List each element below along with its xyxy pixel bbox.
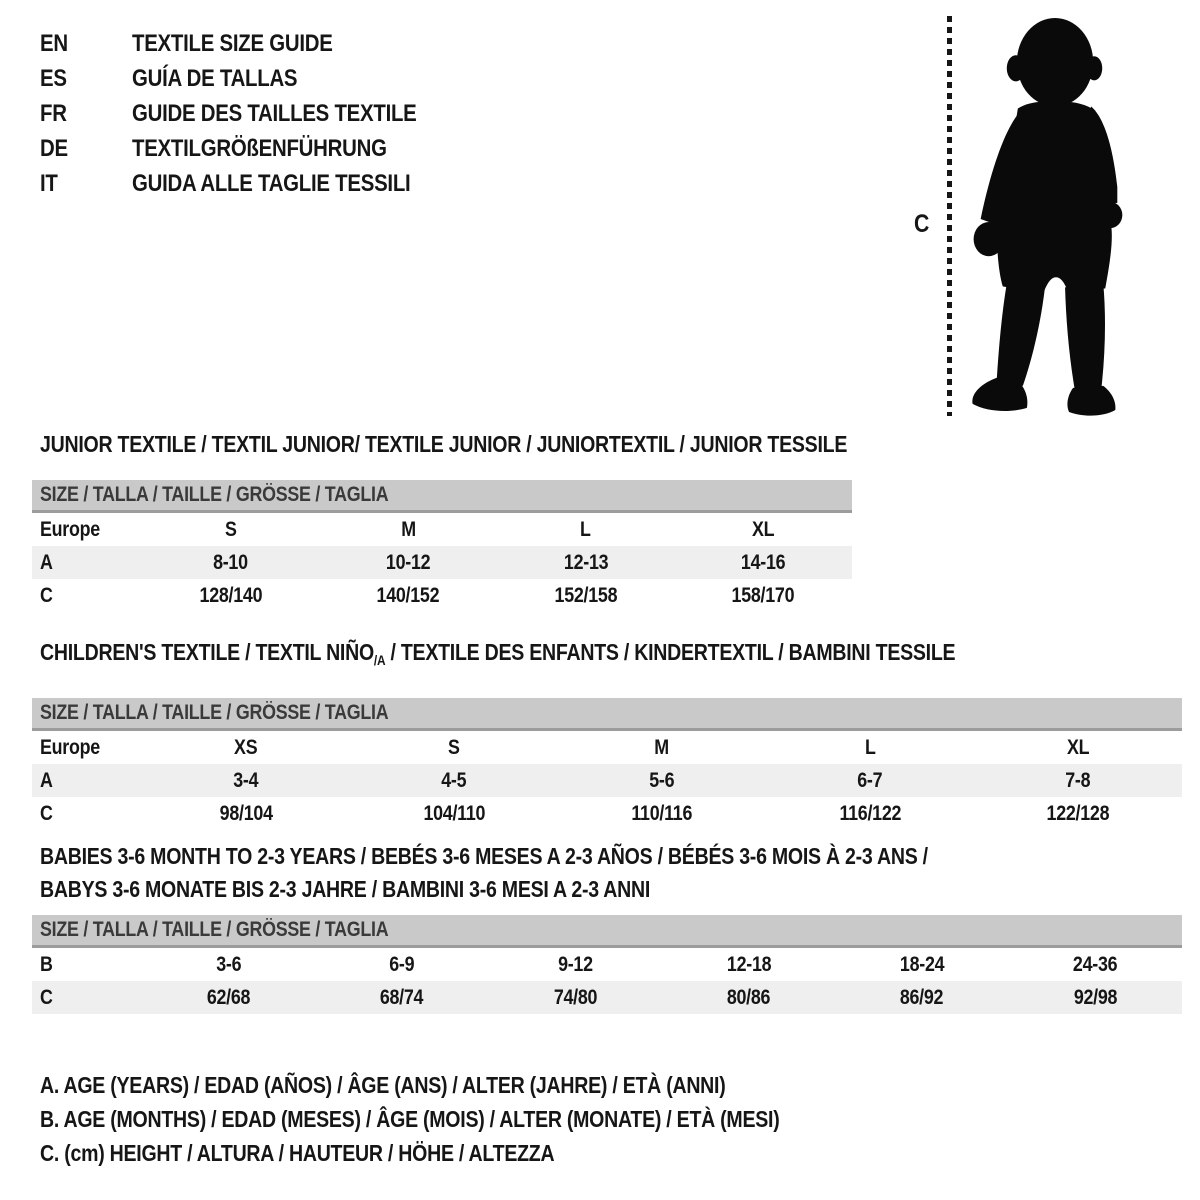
row-label: Europe	[40, 735, 100, 759]
months-cell: 9-12	[557, 952, 593, 976]
size-header-bar	[32, 698, 1182, 731]
row-label: C	[40, 801, 53, 825]
size-cell: L	[580, 517, 592, 541]
size-header-bar	[32, 480, 852, 513]
size-cell: M	[400, 517, 416, 541]
size-cell: XL	[1066, 735, 1090, 759]
months-cell: 24-36	[1073, 952, 1118, 976]
height-cell: 80/86	[726, 985, 771, 1009]
language-code: DE	[40, 134, 68, 162]
size-cell: XS	[234, 735, 258, 759]
toddler-silhouette-icon	[962, 10, 1144, 422]
section-title: JUNIOR TEXTILE / TEXTIL JUNIOR/ TEXTILE JUNIOR / JUNIORTEXTIL / JUNIOR TESSILE	[40, 431, 848, 457]
guide-title: TEXTILE SIZE GUIDE	[132, 29, 333, 57]
height-cell: 92/98	[1073, 985, 1118, 1009]
table-row-europe	[32, 731, 1182, 764]
row-label: C	[40, 985, 53, 1009]
height-cell: 116/122	[839, 801, 901, 825]
children-textile-section	[32, 640, 1182, 830]
height-cell: 62/68	[206, 985, 251, 1009]
language-code: FR	[40, 99, 67, 127]
language-code: ES	[40, 64, 67, 92]
language-row	[40, 96, 467, 131]
height-cell: 122/128	[1046, 801, 1110, 825]
language-row	[40, 131, 467, 166]
height-measure-label: C	[914, 210, 930, 238]
row-label: B	[40, 952, 53, 976]
age-cell: 7-8	[1065, 768, 1091, 792]
months-cell: 12-18	[726, 952, 771, 976]
age-cell: 4-5	[441, 768, 467, 792]
legend-line-c: C. (cm) HEIGHT / ALTURA / HAUTEUR / HÖHE / ALTEZZA	[40, 1140, 555, 1166]
table-row-europe	[32, 513, 852, 546]
months-cell: 3-6	[216, 952, 242, 976]
height-cell: 86/92	[900, 985, 944, 1009]
height-cell: 152/158	[554, 583, 618, 607]
age-cell: 14-16	[741, 550, 786, 574]
age-cell: 10-12	[386, 550, 431, 574]
measurement-legend	[32, 1068, 910, 1170]
babies-textile-section	[32, 844, 1182, 1014]
age-cell: 3-4	[233, 768, 259, 792]
table-row-height	[32, 981, 1182, 1014]
size-cell: XL	[752, 517, 775, 541]
section-title: BABIES 3-6 MONTH TO 2-3 YEARS / BEBÉS 3-6 MESES A 2-3 AÑOS / BÉBÉS 3-6 MOIS À 2-3 ANS /	[40, 843, 928, 869]
language-row	[40, 166, 467, 201]
section-title-line2: BABYS 3-6 MONATE BIS 2-3 JAHRE / BAMBINI 3-6 MESI A 2-3 ANNI	[40, 876, 651, 902]
months-cell: 6-9	[389, 952, 415, 976]
size-header-label: SIZE / TALLA / TAILLE / GRÖSSE / TAGLIA	[40, 483, 389, 506]
language-code: IT	[40, 169, 58, 197]
guide-title: GUIDE DES TAILLES TEXTILE	[132, 99, 417, 127]
row-label: A	[40, 550, 53, 574]
height-cell: 110/116	[631, 801, 693, 825]
size-cell: L	[864, 735, 876, 759]
size-header-label: SIZE / TALLA / TAILLE / GRÖSSE / TAGLIA	[40, 918, 389, 941]
table-row-height	[32, 579, 852, 612]
legend-line-b: B. AGE (MONTHS) / EDAD (MESES) / ÂGE (MOIS) / ALTER (MONATE) / ETÀ (MESI)	[40, 1106, 780, 1132]
height-cell: 158/170	[731, 583, 795, 607]
months-cell: 18-24	[899, 952, 945, 976]
height-cell: 74/80	[553, 985, 598, 1009]
height-cell: 68/74	[380, 985, 424, 1009]
table-row-height	[32, 797, 1182, 830]
guide-title: GUÍA DE TALLAS	[132, 64, 298, 92]
table-row-age	[32, 546, 852, 579]
height-cell: 140/152	[376, 583, 440, 607]
size-cell: M	[654, 735, 670, 759]
language-code: EN	[40, 29, 68, 57]
height-cell: 104/110	[423, 801, 485, 825]
age-cell: 12-13	[563, 550, 608, 574]
size-header-label: SIZE / TALLA / TAILLE / GRÖSSE / TAGLIA	[40, 701, 389, 724]
junior-textile-section	[32, 432, 852, 612]
table-row-months	[32, 948, 1182, 981]
size-cell: S	[448, 735, 460, 759]
guide-title: TEXTILGRÖßENFÜHRUNG	[132, 134, 387, 162]
row-label: C	[40, 583, 53, 607]
height-cell: 98/104	[219, 801, 273, 825]
gender-subscript: /A	[373, 652, 386, 668]
legend-line-a: A. AGE (YEARS) / EDAD (AÑOS) / ÂGE (ANS) / ALTER (JAHRE) / ETÀ (ANNI)	[40, 1072, 726, 1098]
table-row-age	[32, 764, 1182, 797]
language-row	[40, 26, 467, 61]
row-label: A	[40, 768, 53, 792]
size-header-bar	[32, 915, 1182, 948]
height-measure-dashed-line	[947, 16, 952, 416]
guide-title: GUIDA ALLE TAGLIE TESSILI	[132, 169, 411, 197]
language-row	[40, 61, 467, 96]
section-title: CHILDREN'S TEXTILE / TEXTIL $NIÑO_{/A}$ / TEXTILE DES ENFANTS / KINDERTEXTIL / BAMBINI TESSILE	[40, 639, 956, 668]
age-cell: 5-6	[649, 768, 675, 792]
height-cell: 128/140	[199, 583, 263, 607]
age-cell: 6-7	[857, 768, 883, 792]
row-label: Europe	[40, 517, 100, 541]
language-title-list	[40, 26, 467, 201]
size-cell: S	[224, 517, 237, 541]
age-cell: 8-10	[213, 550, 249, 574]
